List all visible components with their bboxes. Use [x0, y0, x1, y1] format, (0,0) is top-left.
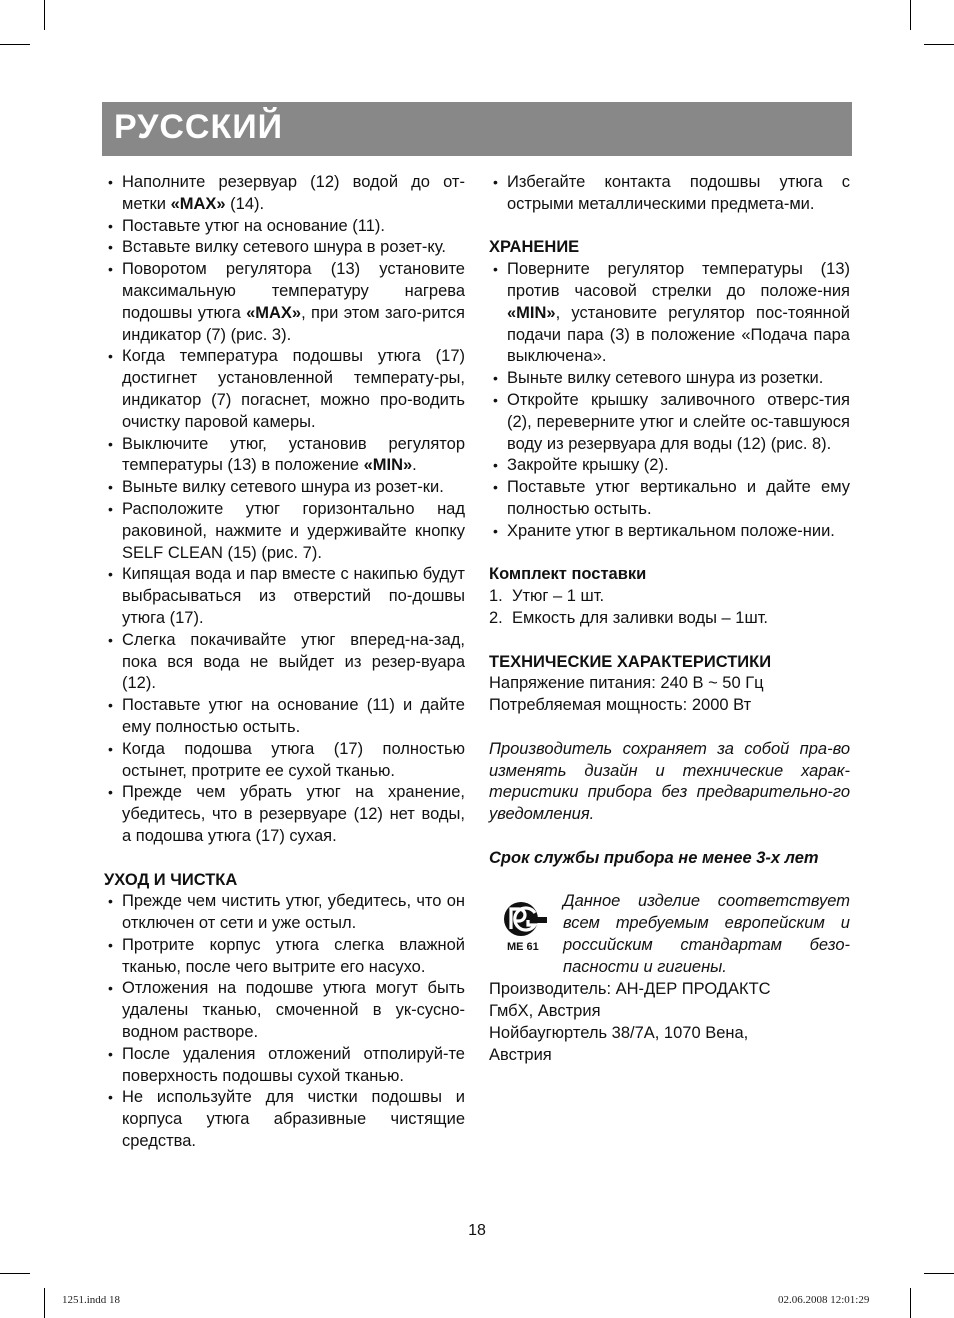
list-item: • Расположите утюг горизонтально над раковиной, нажмите и удерживайте кнопку SELF CLEAN (15) (рис. 7).: [104, 499, 465, 564]
warning-list: [489, 172, 850, 216]
list-item: • Выньте вилку сетевого шнура из розетки.: [489, 368, 850, 390]
list-item: • Поставьте утюг вертикально и дайте ему полностью остыть.: [489, 477, 850, 521]
bold-value: «MAX»: [170, 194, 226, 213]
slug-file: 1251.indd 18: [62, 1294, 121, 1306]
disclaimer: Производитель сохраняет за собой пра-во изменять дизайн и технические харак-теристики прибора без предварительно-го уведомления.: [489, 739, 850, 824]
bold-value: «MIN»: [363, 456, 413, 475]
service-life: Срок службы прибора не менее 3-х лет: [489, 848, 819, 867]
list-item: • Поставьте утюг на основание (11) и дайте ему полностью остыть.: [104, 695, 465, 739]
list-item: • Выньте вилку сетевого шнура из розет-ки.: [104, 477, 465, 499]
list-item: • Прежде чем чистить утюг, убедитесь, что он отключен от сети и уже остыл.: [104, 891, 465, 935]
care-heading: УХОД И ЧИСТКА: [104, 870, 238, 889]
crop-mark: [910, 1288, 911, 1318]
manufacturer-line: Австрия: [489, 1045, 552, 1064]
bold-value: «MIN»: [507, 303, 556, 322]
list-item: • Поворотом регулятора (13) установите максимальную температуру нагрева подошвы утюга «MAX», при этом заго-рится индикатор (7) (рис. 3).: [104, 259, 465, 346]
list-item: • Поверните регулятор температуры (13) против часовой стрелки до положе-ния «MIN», установите регулятор пос-тоянной подачи пара (3) в положение «Подача пара выключена».: [489, 259, 850, 368]
list-item: • После удаления отложений отполируй-те поверхность подошвы сухой тканью.: [104, 1044, 465, 1088]
list-item: • Слегка покачивайте утюг вперед-на-зад, пока вся вода не выйдет из резер-вуара (12).: [104, 630, 465, 695]
page-number: 18: [468, 1222, 486, 1239]
list-item: • Закройте крышку (2).: [489, 455, 850, 477]
crop-mark: [44, 0, 45, 30]
right-column: [489, 172, 850, 1066]
list-item: • Когда температура подошвы утюга (17) достигнет установленной температу-ры, индикатор (7) погаснет, можно про-водить очистку паровой камеры.: [104, 346, 465, 433]
list-item: • Наполните резервуар (12) водой до от-метки «MAX» (14).: [104, 172, 465, 216]
list-item: • Вставьте вилку сетевого шнура в розет-ку.: [104, 237, 465, 259]
list-item: • Когда подошва утюга (17) полностью остынет, протрите ее сухой тканью.: [104, 739, 465, 783]
certification-block: [489, 891, 850, 979]
slug-timestamp: 02.06.2008 12:01:29: [778, 1294, 870, 1306]
kit-heading: Комплект поставки: [489, 565, 647, 584]
left-column: [104, 172, 465, 1153]
crop-mark: [44, 1288, 45, 1318]
spec-power: Потребляемая мощность: 2000 Вт: [489, 696, 752, 715]
list-item: • Отложения на подошве утюга могут быть удалены тканью, смоченной в ук-сусно-водном растворе.: [104, 978, 465, 1043]
instruction-list: [104, 172, 465, 848]
care-list: [104, 891, 465, 1153]
storage-list: [489, 259, 850, 542]
list-item: • Избегайте контакта подошвы утюга с острыми металлическими предмета-ми.: [489, 172, 850, 216]
cert-mark: МЕ 61: [507, 941, 539, 954]
crop-mark: [924, 1273, 954, 1274]
bold-value: «MAX»: [246, 303, 302, 322]
cert-text: Данное изделие соответствует всем требуемым европейским и российским стандартам безо-пасности и гигиены.: [563, 892, 850, 976]
list-item: • Кипящая вода и пар вместе с накипью будут выбрасываться из отверстий по-дошвы утюга (17).: [104, 564, 465, 629]
list-item: • Не используйте для чистки подошвы и корпуса утюга абразивные чистящие средства.: [104, 1087, 465, 1152]
spec-voltage: Напряжение питания: 240 В ~ 50 Гц: [489, 674, 764, 693]
spec-heading: ТЕХНИЧЕСКИЕ ХАРАКТЕРИСТИКИ: [489, 652, 772, 671]
storage-heading: ХРАНЕНИЕ: [489, 238, 580, 257]
list-item: • Прежде чем убрать утюг на хранение, убедитесь, что в резервуаре (12) нет воды, а подошва утюга (17) сухая.: [104, 782, 465, 847]
crop-mark: [910, 0, 911, 30]
crop-mark: [924, 44, 954, 45]
crop-mark: [0, 1273, 30, 1274]
list-item: • Выключите утюг, установив регулятор температуры (13) в положение «MIN».: [104, 434, 465, 478]
list-item: • Откройте крышку заливочного отверс-тия (2), переверните утюг и слейте ос-тавшуюся воду из резервуара для воды (12) (рис. 8).: [489, 390, 850, 455]
kit-list: [489, 586, 850, 630]
crop-mark: [0, 44, 30, 45]
list-item: • Протрите корпус утюга слегка влажной тканью, после чего вытрите его насухо.: [104, 935, 465, 979]
list-item: 2. Емкость для заливки воды – 1шт.: [489, 608, 769, 627]
manufacturer-line: ГмбХ, Австрия: [489, 1002, 601, 1021]
list-item: 1. Утюг – 1 шт.: [489, 587, 605, 606]
list-item: • Поставьте утюг на основание (11).: [104, 216, 465, 238]
page-title: РУССКИЙ: [114, 108, 284, 146]
manufacturer-line: Нойбаугюртель 38/7А, 1070 Вена,: [489, 1023, 749, 1042]
list-item: • Храните утюг в вертикальном положе-нии.: [489, 521, 850, 543]
manufacturer-line: Производитель: АН-ДЕР ПРОДАКТС: [489, 980, 771, 999]
language-banner: [102, 102, 852, 156]
